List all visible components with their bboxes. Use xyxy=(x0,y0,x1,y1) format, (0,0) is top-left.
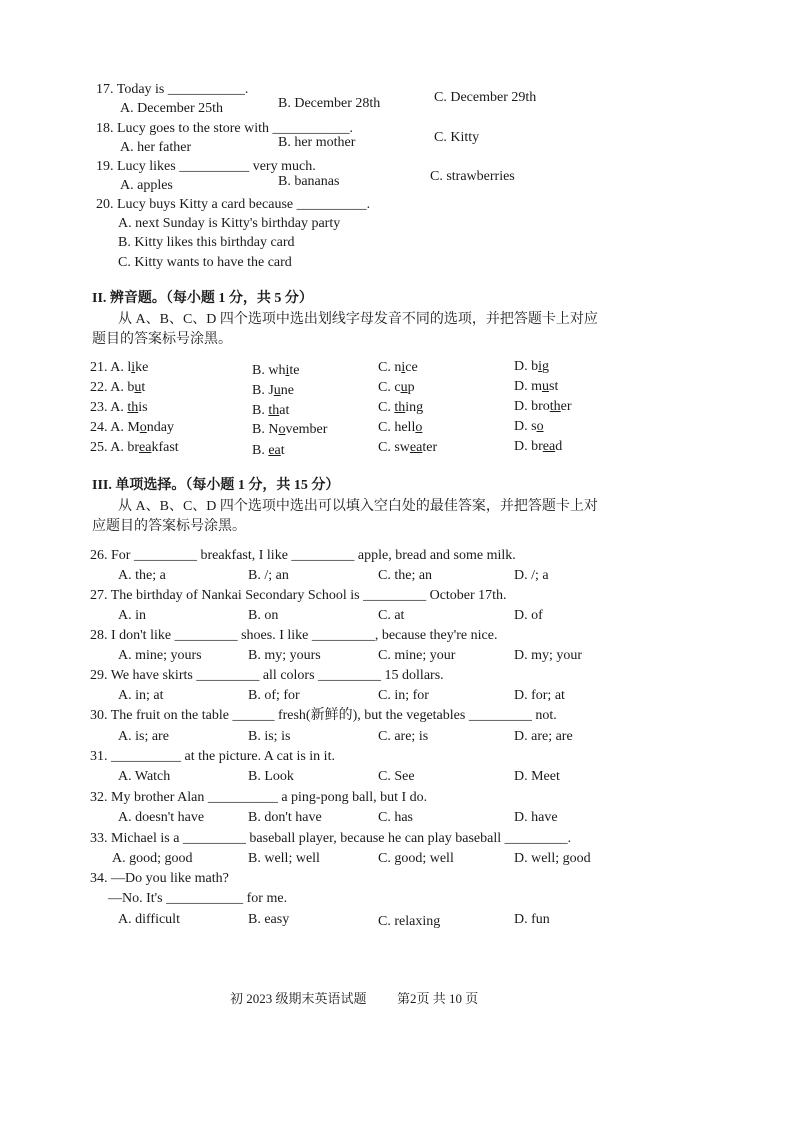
question-18-stem: 18. Lucy goes to the store with ___________. xyxy=(96,121,354,136)
phonics-option-c: C. hello xyxy=(378,420,423,435)
q17-option-a: A. December 25th xyxy=(120,101,224,116)
section-3-heading: III. 单项选择。（每小题 1 分，共 15 分） xyxy=(92,478,340,493)
phonics-option-d: D. big xyxy=(514,359,550,374)
q27-option-d: D. of xyxy=(514,608,543,623)
section-2-instruction-line2: 题目的答案标号涂黑。 xyxy=(92,332,232,347)
phonics-option-c: C. sweater xyxy=(378,440,438,455)
q18-option-b: B. her mother xyxy=(278,135,356,150)
phonics-row: 22. A. but xyxy=(90,380,146,395)
phonics-row: 21. A. like xyxy=(90,360,149,375)
q33-option-b: B. well; well xyxy=(248,851,320,866)
q18-option-c: C. Kitty xyxy=(434,130,480,145)
footer-page-number: 第2页 共 10 页 xyxy=(397,991,479,1006)
q33-option-a: A. good; good xyxy=(112,851,193,866)
q32-option-c: C. has xyxy=(378,810,413,825)
question-31-stem: 31. __________ at the picture. A cat is in it. xyxy=(90,749,335,764)
phonics-option-d: D. brother xyxy=(514,399,572,414)
phonics-option-d: D. bread xyxy=(514,439,563,454)
phonics-option-d: D. must xyxy=(514,379,559,394)
q17-option-c: C. December 29th xyxy=(434,90,537,105)
question-28-stem: 28. I don't like _________ shoes. I like _________, because they're nice. xyxy=(90,628,498,643)
q29-option-d: D. for; at xyxy=(514,688,565,703)
question-20-stem: 20. Lucy buys Kitty a card because __________. xyxy=(96,197,371,212)
question-29-stem: 29. We have skirts _________ all colors _________ 15 dollars. xyxy=(90,668,444,683)
phonics-row: 24. A. Monday xyxy=(90,420,175,435)
phonics-row: 23. A. this xyxy=(90,400,148,415)
question-19-stem: 19. Lucy likes __________ very much. xyxy=(96,159,316,174)
q26-option-a: A. the; a xyxy=(118,568,166,583)
footer-exam-title: 初 2023 级期末英语试题 xyxy=(230,991,367,1006)
question-34-line2: —No. It's ___________ for me. xyxy=(108,891,288,906)
q34-option-d: D. fun xyxy=(514,912,550,927)
question-17-stem: 17. Today is ___________. xyxy=(96,82,249,97)
phonics-option-b: B. eat xyxy=(252,443,285,458)
question-33-stem: 33. Michael is a _________ baseball player, because he can play baseball _________. xyxy=(90,831,572,846)
q28-option-c: C. mine; your xyxy=(378,648,456,663)
q34-option-c: C. relaxing xyxy=(378,914,441,929)
q28-option-a: A. mine; yours xyxy=(118,648,202,663)
q19-option-c: C. strawberries xyxy=(430,169,515,184)
q27-option-a: A. in xyxy=(118,608,146,623)
q31-option-c: C. See xyxy=(378,769,415,784)
q27-option-c: C. at xyxy=(378,608,405,623)
q30-option-c: C. are; is xyxy=(378,729,429,744)
q33-option-c: C. good; well xyxy=(378,851,454,866)
q28-option-d: D. my; your xyxy=(514,648,583,663)
section-2-heading: II. 辨音题。（每小题 1 分，共 5 分） xyxy=(92,291,313,306)
q20-option-c: C. Kitty wants to have the card xyxy=(118,255,292,270)
q29-option-b: B. of; for xyxy=(248,688,300,703)
question-30-stem: 30. The fruit on the table ______ fresh(新鲜的), but the vegetables _________ not. xyxy=(90,708,557,723)
phonics-option-c: C. thing xyxy=(378,400,424,415)
phonics-option-b: B. that xyxy=(252,403,290,418)
q29-option-c: C. in; for xyxy=(378,688,429,703)
q28-option-b: B. my; yours xyxy=(248,648,321,663)
q32-option-a: A. doesn't have xyxy=(118,810,205,825)
q26-option-c: C. the; an xyxy=(378,568,433,583)
q20-option-a: A. next Sunday is Kitty's birthday party xyxy=(118,216,341,231)
section-3-instruction-line1: 从 A、B、C、D 四个选项中选出可以填入空白处的最佳答案，并把答题卡上对 xyxy=(118,499,598,514)
q32-option-d: D. have xyxy=(514,810,558,825)
q34-option-a: A. difficult xyxy=(118,912,180,927)
question-26-stem: 26. For _________ breakfast, I like _________ apple, bread and some milk. xyxy=(90,548,516,563)
q29-option-a: A. in; at xyxy=(118,688,164,703)
q30-option-b: B. is; is xyxy=(248,729,291,744)
q30-option-d: D. are; are xyxy=(514,729,573,744)
phonics-option-b: B. June xyxy=(252,383,295,398)
q19-option-b: B. bananas xyxy=(278,174,340,189)
q34-option-b: B. easy xyxy=(248,912,290,927)
q26-option-d: D. /; a xyxy=(514,568,549,583)
q30-option-a: A. is; are xyxy=(118,729,169,744)
phonics-option-b: B. white xyxy=(252,363,300,378)
question-27-stem: 27. The birthday of Nankai Secondary School is _________ October 17th. xyxy=(90,588,507,603)
phonics-option-c: C. cup xyxy=(378,380,415,395)
section-3-instruction-line2: 应题目的答案标号涂黑。 xyxy=(92,519,246,534)
q27-option-b: B. on xyxy=(248,608,279,623)
q33-option-d: D. well; good xyxy=(514,851,591,866)
q17-option-b: B. December 28th xyxy=(278,96,381,111)
question-34-line1: 34. —Do you like math? xyxy=(90,871,229,886)
q26-option-b: B. /; an xyxy=(248,568,289,583)
q31-option-b: B. Look xyxy=(248,769,294,784)
question-32-stem: 32. My brother Alan __________ a ping-pong ball, but I do. xyxy=(90,790,428,805)
phonics-option-b: B. November xyxy=(252,422,328,437)
q32-option-b: B. don't have xyxy=(248,810,322,825)
q31-option-d: D. Meet xyxy=(514,769,560,784)
q31-option-a: A. Watch xyxy=(118,769,171,784)
q19-option-a: A. apples xyxy=(120,178,173,193)
q20-option-b: B. Kitty likes this birthday card xyxy=(118,235,295,250)
q18-option-a: A. her father xyxy=(120,140,192,155)
section-2-instruction-line1: 从 A、B、C、D 四个选项中选出划线字母发音不同的选项，并把答题卡上对应 xyxy=(118,312,598,327)
phonics-option-d: D. so xyxy=(514,419,544,434)
phonics-row: 25. A. breakfast xyxy=(90,440,179,455)
phonics-option-c: C. nice xyxy=(378,360,418,375)
